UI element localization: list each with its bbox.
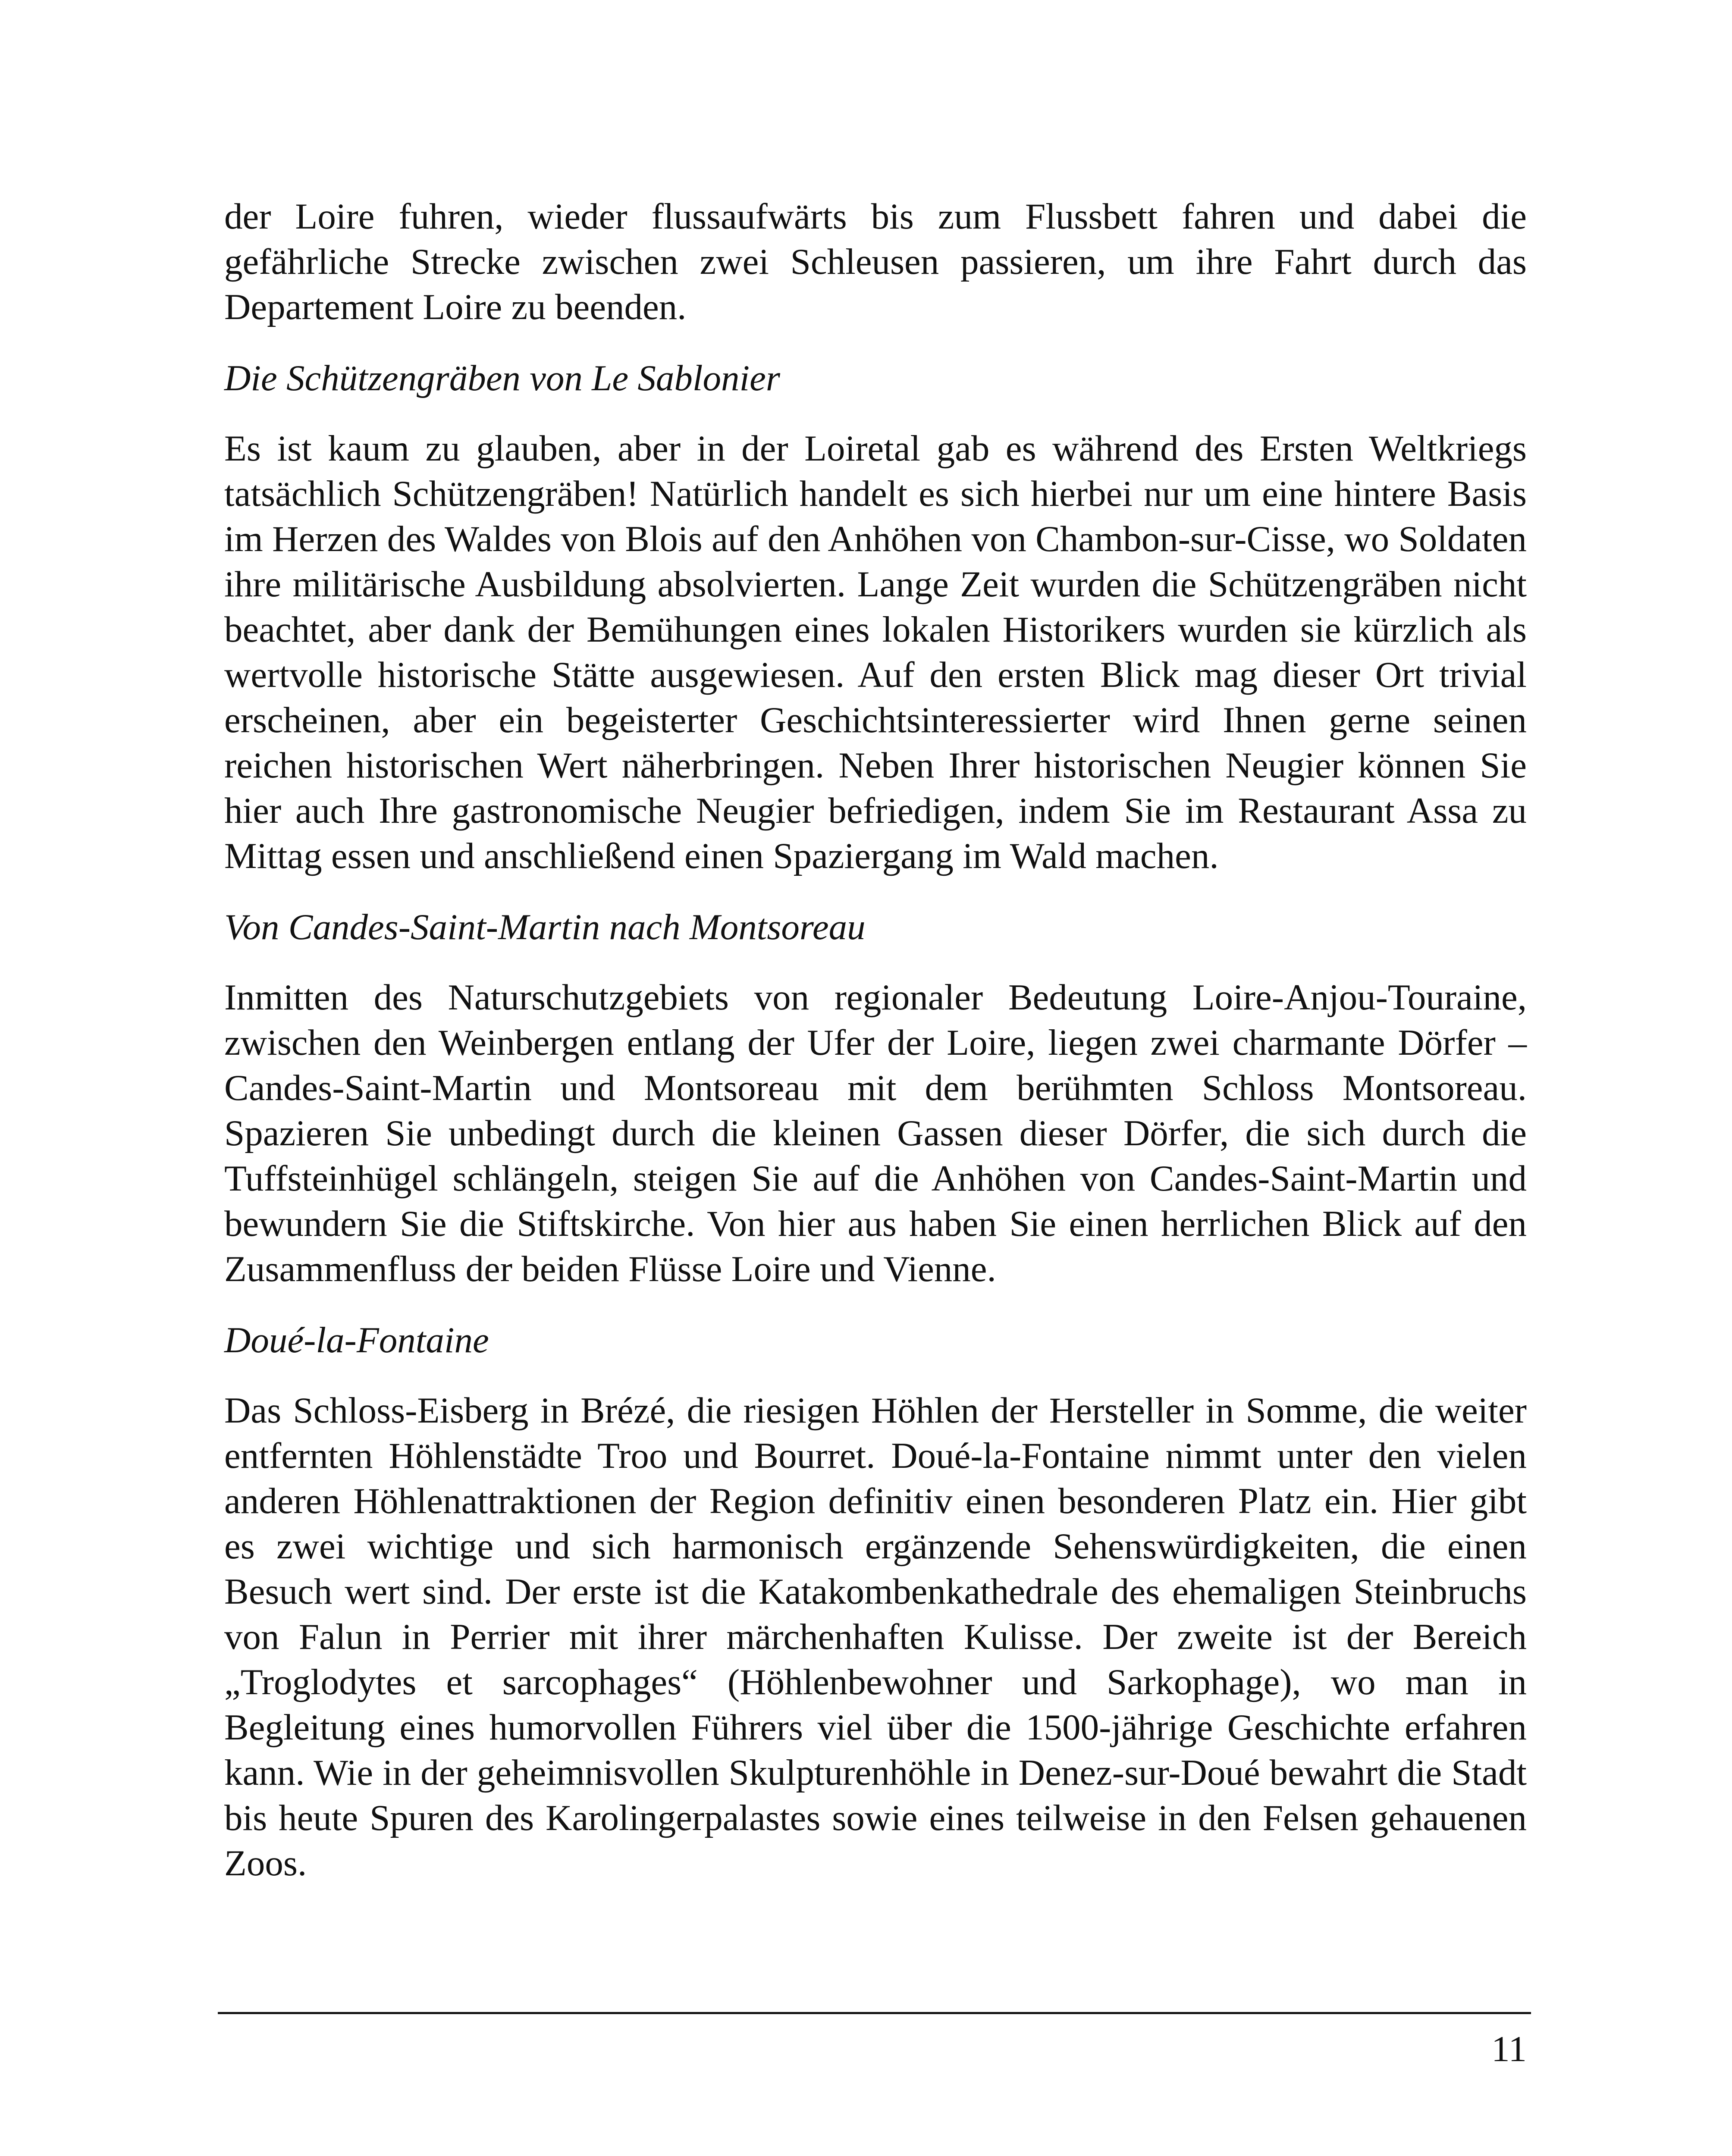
paragraph-schuetzengraeben: Es ist kaum zu glauben, aber in der Loiretal gab es während des Ersten Weltkriegs tatsächlich Schützengräben! Natürlich handelt es sich hierbei nur um eine hintere Basis im Herzen des Waldes von Blois auf den Anhöhen von Chambon-sur-Cisse, wo Soldaten ihre militärische Ausbildung absolvierten. Lange Zeit wurden die Schützengräben nicht beachtet, aber dank der Bemühungen eines lokalen Historikers wurden sie kürzlich als wertvolle historische Stätte ausgewiesen. Auf den ersten Blick mag dieser Ort trivial erscheinen, aber ein begeisterter Geschichtsinteressierter wird Ihnen gerne seinen reichen historischen Wert näherbringen. Neben Ihrer historischen Neugier können Sie hier auch Ihre gastronomische Neugier befriedigen, indem Sie im Restaurant Assa zu Mittag essen und anschließend einen Spaziergang im Wald machen. [224,428,1527,876]
paragraph-candes-montsoreau: Inmitten des Naturschutzgebiets von regionaler Bedeutung Loire-Anjou-Touraine, zwischen den Weinbergen entlang der Ufer der Loire, liegen zwei charmante Dörfer – Candes-Saint-Martin und Montsoreau mit dem berühmten Schloss Montsoreau. Spazieren Sie unbedingt durch die kleinen Gassen dieser Dörfer, die sich durch die Tuffsteinhügel schlängeln, steigen Sie auf die Anhöhen von Candes-Saint-Martin und bewundern Sie die Stiftskirche. Von hier aus haben Sie einen herrlichen Blick auf den Zusammenfluss der beiden Flüsse Loire und Vienne. [224,977,1527,1289]
paragraph-loire-continuation: der Loire fuhren, wieder flussaufwärts bis zum Flussbett fahren und dabei die gefährliche Strecke zwischen zwei Schleusen passieren, um ihre Fahrt durch das Departement Loire zu beenden. [224,196,1527,327]
body-text [224,194,1527,1886]
heading-schuetzengraeben: Die Schützengräben von Le Sablonier [224,358,780,398]
heading-candes-montsoreau: Von Candes-Saint-Martin nach Montsoreau [224,907,866,947]
footer-rule [218,2012,1531,2014]
page-number: 11 [1491,2029,1527,2069]
paragraph-doue-la-fontaine: Das Schloss-Eisberg in Brézé, die riesigen Höhlen der Hersteller in Somme, die weiter entfernten Höhlenstädte Troo und Bourret. Doué-la-Fontaine nimmt unter den vielen anderen Höhlenattraktionen der Region definitiv einen besonderen Platz ein. Hier gibt es zwei wichtige und sich harmonisch ergänzende Sehenswürdigkeiten, die einen Besuch wert sind. Der erste ist die Katakombenkathedrale des ehemaligen Steinbruchs von Falun in Perrier mit ihrer märchenhaften Kulisse. Der zweite ist der Bereich „Troglodytes et sarcophages“ (Höhlenbewohner und Sarkophage), wo man in Begleitung eines humorvollen Führers viel über die 1500-jährige Geschichte erfahren kann. Wie in der geheimnisvollen Skulpturenhöhle in Denez-sur-Doué bewahrt die Stadt bis heute Spuren des Karolingerpalastes sowie eines teilweise in den Felsen gehauenen Zoos. [224,1390,1527,1883]
heading-doue-la-fontaine: Doué-la-Fontaine [224,1320,489,1360]
